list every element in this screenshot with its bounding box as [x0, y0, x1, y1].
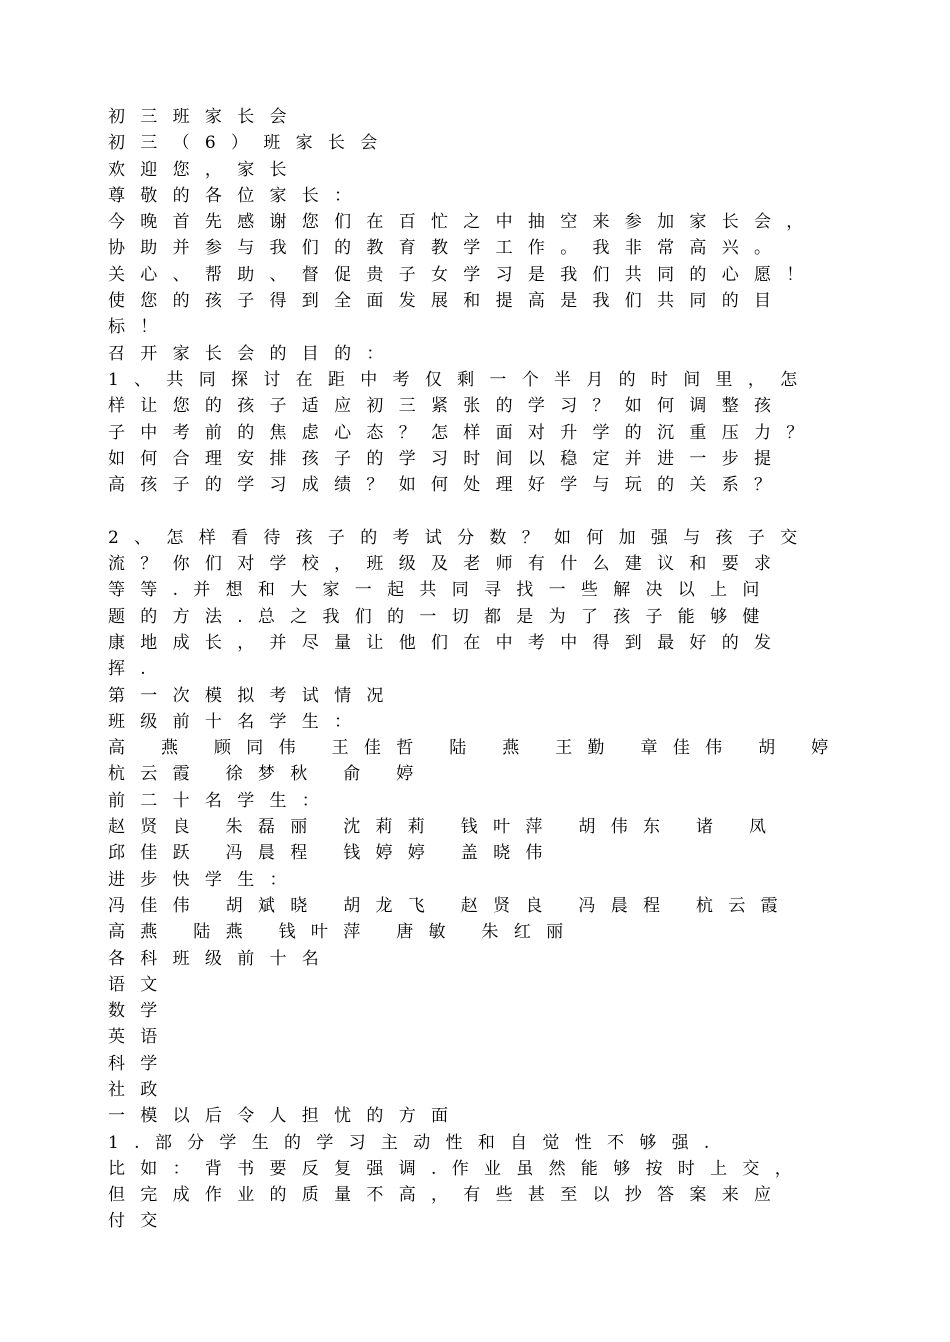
paragraph-line: 使您的孩子得到全面发展和提高是我们共同的目 [108, 291, 787, 312]
student-names-line: 邱佳跃 冯晨程 钱婷婷 盖晓伟 [108, 843, 558, 864]
paragraph-line: 比如：背书要反复强调.作业虽然能够按时上交， [108, 1158, 808, 1179]
paragraph-line: 今晚首先感谢您们在百忙之中抽空来参加家长会， [108, 212, 819, 233]
paragraph-line: 高孩子的学习成绩？如何处理好学与玩的关系？ [108, 475, 787, 496]
welcome-line: 欢迎您，家长 [108, 159, 302, 180]
subject-label: 社政 [108, 1079, 173, 1100]
subject-label: 英语 [108, 1027, 173, 1048]
student-names-line: 赵贤良 朱磊丽 沈莉莉 钱叶萍 胡伟东 诸 凤 [108, 817, 782, 838]
paragraph-line: 如何合理安排孩子的学习时间以稳定并进一步提 [108, 448, 787, 469]
paragraph-line: 但完成作业的质量不高，有些甚至以抄答案来应 [108, 1185, 787, 1206]
paragraph-line: 题的方法.总之我们的一切都是为了孩子能够健 [108, 606, 775, 627]
subject-label: 科学 [108, 1053, 173, 1074]
subsection-heading: 班级前十名学生： [108, 711, 367, 732]
document-body [108, 104, 868, 1235]
paragraph-line: 流？你们对学校，班级及老师有什么建议和要求 [108, 554, 787, 575]
paragraph-line: 1.部分学生的学习主动性和自觉性不够强. [108, 1132, 725, 1153]
subject-label: 数学 [108, 1001, 173, 1022]
paragraph-line: 挥. [108, 659, 162, 680]
student-names-line: 高 燕 顾同伟 王佳哲 陆 燕 王勤 章佳伟 胡 婷 [108, 738, 844, 759]
greeting-line: 尊敬的各位家长： [108, 185, 367, 206]
paragraph-line: 标！ [108, 317, 173, 338]
paragraph-line: 付交 [108, 1211, 173, 1232]
paragraph-line: 2、怎样看待孩子的考试分数？如何加强与孩子交 [108, 527, 813, 548]
paragraph-line: 协助并参与我们的教育教学工作。我非常高兴。 [108, 238, 787, 259]
paragraph-line: 等等.并想和大家一起共同寻找一些解决以上问 [108, 580, 775, 601]
student-names-line: 杭云霞 徐梦秋 俞 婷 [108, 764, 429, 785]
heading-line: 初三班家长会 [108, 107, 302, 127]
paragraph-line: 1、共同探讨在距中考仅剩一个半月的时间里，怎 [108, 369, 813, 390]
paragraph-line: 子中考前的焦虑心态？怎样面对升学的沉重压力？ [108, 422, 819, 443]
subject-label: 语文 [108, 974, 173, 995]
section-heading: 召开家长会的目的： [108, 343, 399, 364]
student-names-line: 冯佳伟 胡斌晓 胡龙飞 赵贤良 冯晨程 杭云霞 [108, 895, 793, 916]
section-heading: 各科班级前十名 [108, 948, 335, 969]
section-heading: 第一次模拟考试情况 [108, 685, 399, 706]
heading-line: 初三（6）班家长会 [108, 133, 393, 154]
subsection-heading: 前二十名学生： [108, 790, 335, 811]
paragraph-line: 康地成长，并尽量让他们在中考中得到最好的发 [108, 632, 787, 653]
blank-line [108, 498, 868, 524]
subsection-heading: 进步快学生： [108, 869, 302, 890]
student-names-line: 高燕 陆燕 钱叶萍 唐敏 朱红丽 [108, 922, 579, 943]
paragraph-line: 样让您的孩子适应初三紧张的学习？如何调整孩 [108, 396, 787, 417]
section-heading: 一模以后令人担忧的方面 [108, 1106, 464, 1127]
paragraph-line: 关心、帮助、督促贵子女学习是我们共同的心愿！ [108, 264, 819, 285]
